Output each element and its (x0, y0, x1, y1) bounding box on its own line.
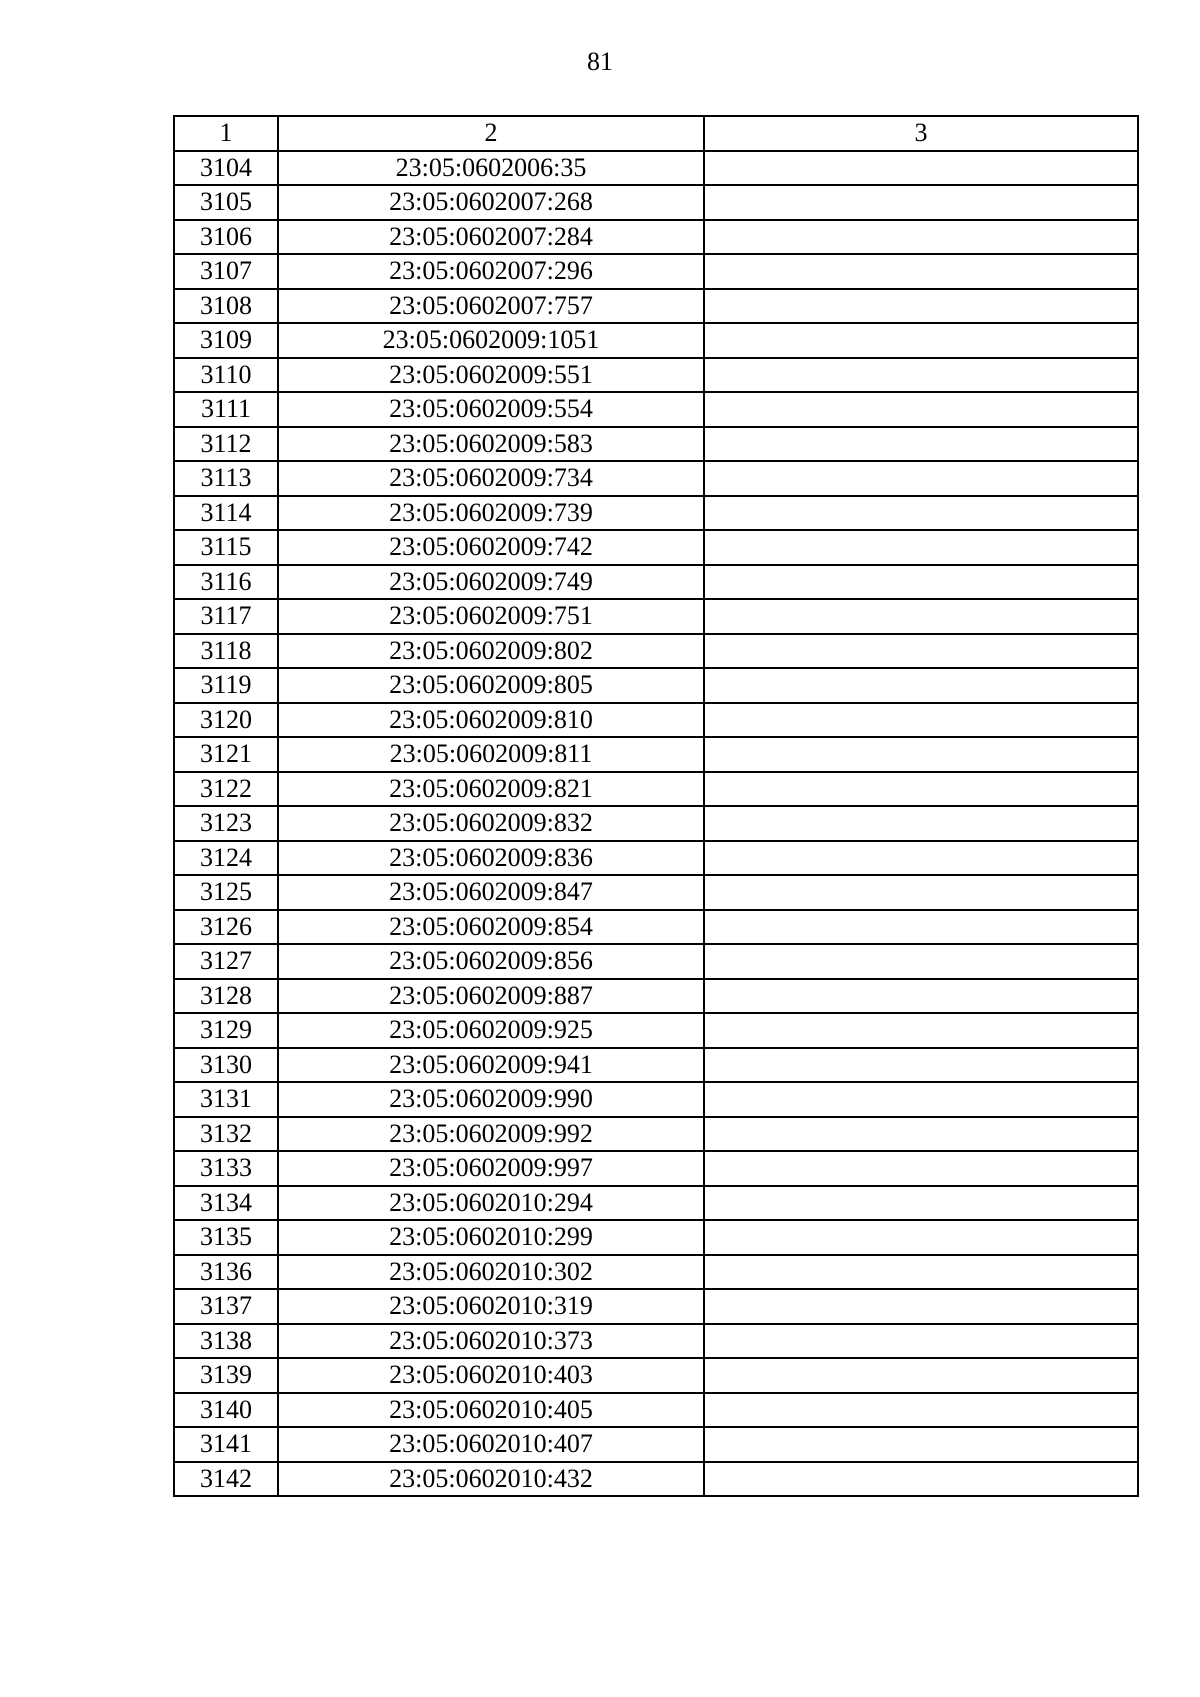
cadastral-number-cell: 23:05:0602009:583 (278, 427, 704, 462)
cadastral-number-cell: 23:05:0602009:887 (278, 979, 704, 1014)
note-cell (704, 392, 1138, 427)
table-row (174, 668, 1138, 703)
note-cell (704, 1324, 1138, 1359)
cadastral-number-cell: 23:05:0602009:751 (278, 599, 704, 634)
cadastral-number-cell: 23:05:0602007:296 (278, 254, 704, 289)
row-number-cell: 3116 (174, 565, 278, 600)
row-number-cell: 3124 (174, 841, 278, 876)
cadastral-number-cell: 23:05:0602010:405 (278, 1393, 704, 1428)
table-row (174, 254, 1138, 289)
cadastral-number-cell: 23:05:0602007:284 (278, 220, 704, 255)
row-number-cell: 3105 (174, 185, 278, 220)
cadastral-number-cell: 23:05:0602009:854 (278, 910, 704, 945)
row-number-cell: 3110 (174, 358, 278, 393)
cadastral-number-cell: 23:05:0602010:302 (278, 1255, 704, 1290)
table-row (174, 151, 1138, 186)
table-row (174, 565, 1138, 600)
table-row (174, 1393, 1138, 1428)
note-cell (704, 289, 1138, 324)
cadastral-number-cell: 23:05:0602010:319 (278, 1289, 704, 1324)
table-row (174, 220, 1138, 255)
table-row (174, 841, 1138, 876)
table-row (174, 1220, 1138, 1255)
note-cell (704, 1358, 1138, 1393)
note-cell (704, 979, 1138, 1014)
table-row (174, 875, 1138, 910)
row-number-cell: 3121 (174, 737, 278, 772)
table-row (174, 634, 1138, 669)
cadastral-number-cell: 23:05:0602009:941 (278, 1048, 704, 1083)
table-row (174, 1048, 1138, 1083)
table-row (174, 737, 1138, 772)
table-row (174, 772, 1138, 807)
cadastral-number-cell: 23:05:0602006:35 (278, 151, 704, 186)
column-header-1: 1 (174, 116, 278, 151)
row-number-cell: 3111 (174, 392, 278, 427)
note-cell (704, 944, 1138, 979)
row-number-cell: 3136 (174, 1255, 278, 1290)
cadastral-number-cell: 23:05:0602010:373 (278, 1324, 704, 1359)
table-row (174, 530, 1138, 565)
table-row (174, 979, 1138, 1014)
cadastral-number-cell: 23:05:0602009:805 (278, 668, 704, 703)
table-row (174, 185, 1138, 220)
table-row (174, 1013, 1138, 1048)
note-cell (704, 1082, 1138, 1117)
table-body (174, 151, 1138, 1497)
row-number-cell: 3128 (174, 979, 278, 1014)
table-row (174, 1255, 1138, 1290)
page-number: 81 (587, 47, 613, 76)
table-header (174, 116, 1138, 151)
note-cell (704, 668, 1138, 703)
cadastral-number-cell: 23:05:0602010:294 (278, 1186, 704, 1221)
table-row (174, 910, 1138, 945)
table-row (174, 806, 1138, 841)
note-cell (704, 841, 1138, 876)
table-row (174, 392, 1138, 427)
cadastral-number-cell: 23:05:0602010:407 (278, 1427, 704, 1462)
cadastral-number-cell: 23:05:0602009:992 (278, 1117, 704, 1152)
row-number-cell: 3120 (174, 703, 278, 738)
cadastral-number-cell: 23:05:0602007:757 (278, 289, 704, 324)
note-cell (704, 737, 1138, 772)
cadastral-number-cell: 23:05:0602009:811 (278, 737, 704, 772)
note-cell (704, 530, 1138, 565)
table-row (174, 461, 1138, 496)
row-number-cell: 3139 (174, 1358, 278, 1393)
cadastral-number-cell: 23:05:0602009:802 (278, 634, 704, 669)
note-cell (704, 1151, 1138, 1186)
row-number-cell: 3137 (174, 1289, 278, 1324)
cadastral-number-cell: 23:05:0602009:832 (278, 806, 704, 841)
row-number-cell: 3130 (174, 1048, 278, 1083)
row-number-cell: 3127 (174, 944, 278, 979)
row-number-cell: 3122 (174, 772, 278, 807)
row-number-cell: 3134 (174, 1186, 278, 1221)
row-number-cell: 3114 (174, 496, 278, 531)
note-cell (704, 1013, 1138, 1048)
cadastral-number-cell: 23:05:0602009:990 (278, 1082, 704, 1117)
note-cell (704, 220, 1138, 255)
note-cell (704, 634, 1138, 669)
cadastral-number-cell: 23:05:0602009:749 (278, 565, 704, 600)
row-number-cell: 3142 (174, 1462, 278, 1497)
cadastral-number-cell: 23:05:0602009:1051 (278, 323, 704, 358)
row-number-cell: 3117 (174, 599, 278, 634)
table-row (174, 944, 1138, 979)
table-row (174, 1324, 1138, 1359)
table-row (174, 1358, 1138, 1393)
note-cell (704, 323, 1138, 358)
table-row (174, 1082, 1138, 1117)
note-cell (704, 1393, 1138, 1428)
row-number-cell: 3115 (174, 530, 278, 565)
note-cell (704, 875, 1138, 910)
cadastral-number-cell: 23:05:0602009:554 (278, 392, 704, 427)
note-cell (704, 151, 1138, 186)
cadastral-number-cell: 23:05:0602009:742 (278, 530, 704, 565)
cadastral-number-cell: 23:05:0602009:739 (278, 496, 704, 531)
note-cell (704, 565, 1138, 600)
note-cell (704, 1255, 1138, 1290)
row-number-cell: 3131 (174, 1082, 278, 1117)
row-number-cell: 3133 (174, 1151, 278, 1186)
row-number-cell: 3123 (174, 806, 278, 841)
note-cell (704, 1462, 1138, 1497)
table-row (174, 496, 1138, 531)
table-row (174, 323, 1138, 358)
row-number-cell: 3141 (174, 1427, 278, 1462)
row-number-cell: 3107 (174, 254, 278, 289)
row-number-cell: 3112 (174, 427, 278, 462)
table-row (174, 427, 1138, 462)
cadastral-number-cell: 23:05:0602009:551 (278, 358, 704, 393)
table-row (174, 1117, 1138, 1152)
column-header-2: 2 (278, 116, 704, 151)
note-cell (704, 1427, 1138, 1462)
row-number-cell: 3140 (174, 1393, 278, 1428)
cadastral-number-cell: 23:05:0602010:432 (278, 1462, 704, 1497)
row-number-cell: 3138 (174, 1324, 278, 1359)
note-cell (704, 185, 1138, 220)
note-cell (704, 910, 1138, 945)
row-number-cell: 3125 (174, 875, 278, 910)
cadastral-number-cell: 23:05:0602010:403 (278, 1358, 704, 1393)
cadastral-number-cell: 23:05:0602009:856 (278, 944, 704, 979)
cadastral-number-cell: 23:05:0602009:847 (278, 875, 704, 910)
table-row (174, 289, 1138, 324)
row-number-cell: 3109 (174, 323, 278, 358)
table-row (174, 1462, 1138, 1497)
cadastral-number-cell: 23:05:0602009:810 (278, 703, 704, 738)
column-header-3: 3 (704, 116, 1138, 151)
note-cell (704, 1186, 1138, 1221)
row-number-cell: 3119 (174, 668, 278, 703)
note-cell (704, 599, 1138, 634)
table-row (174, 1151, 1138, 1186)
note-cell (704, 703, 1138, 738)
table-row (174, 358, 1138, 393)
table-row (174, 1427, 1138, 1462)
note-cell (704, 772, 1138, 807)
note-cell (704, 496, 1138, 531)
note-cell (704, 254, 1138, 289)
row-number-cell: 3113 (174, 461, 278, 496)
note-cell (704, 1220, 1138, 1255)
header-row (174, 116, 1138, 151)
cadastral-number-cell: 23:05:0602009:821 (278, 772, 704, 807)
note-cell (704, 1289, 1138, 1324)
row-number-cell: 3129 (174, 1013, 278, 1048)
cadastral-number-cell: 23:05:0602009:734 (278, 461, 704, 496)
row-number-cell: 3104 (174, 151, 278, 186)
cadastral-number-cell: 23:05:0602009:836 (278, 841, 704, 876)
cadastral-number-cell: 23:05:0602009:925 (278, 1013, 704, 1048)
register-table (173, 115, 1139, 1497)
row-number-cell: 3106 (174, 220, 278, 255)
cadastral-number-cell: 23:05:0602007:268 (278, 185, 704, 220)
row-number-cell: 3126 (174, 910, 278, 945)
cadastral-number-cell: 23:05:0602010:299 (278, 1220, 704, 1255)
table-row (174, 703, 1138, 738)
note-cell (704, 806, 1138, 841)
row-number-cell: 3132 (174, 1117, 278, 1152)
table-row (174, 1186, 1138, 1221)
note-cell (704, 461, 1138, 496)
cadastral-number-cell: 23:05:0602009:997 (278, 1151, 704, 1186)
row-number-cell: 3135 (174, 1220, 278, 1255)
note-cell (704, 1117, 1138, 1152)
row-number-cell: 3108 (174, 289, 278, 324)
row-number-cell: 3118 (174, 634, 278, 669)
note-cell (704, 358, 1138, 393)
table-row (174, 599, 1138, 634)
note-cell (704, 427, 1138, 462)
table-row (174, 1289, 1138, 1324)
note-cell (704, 1048, 1138, 1083)
